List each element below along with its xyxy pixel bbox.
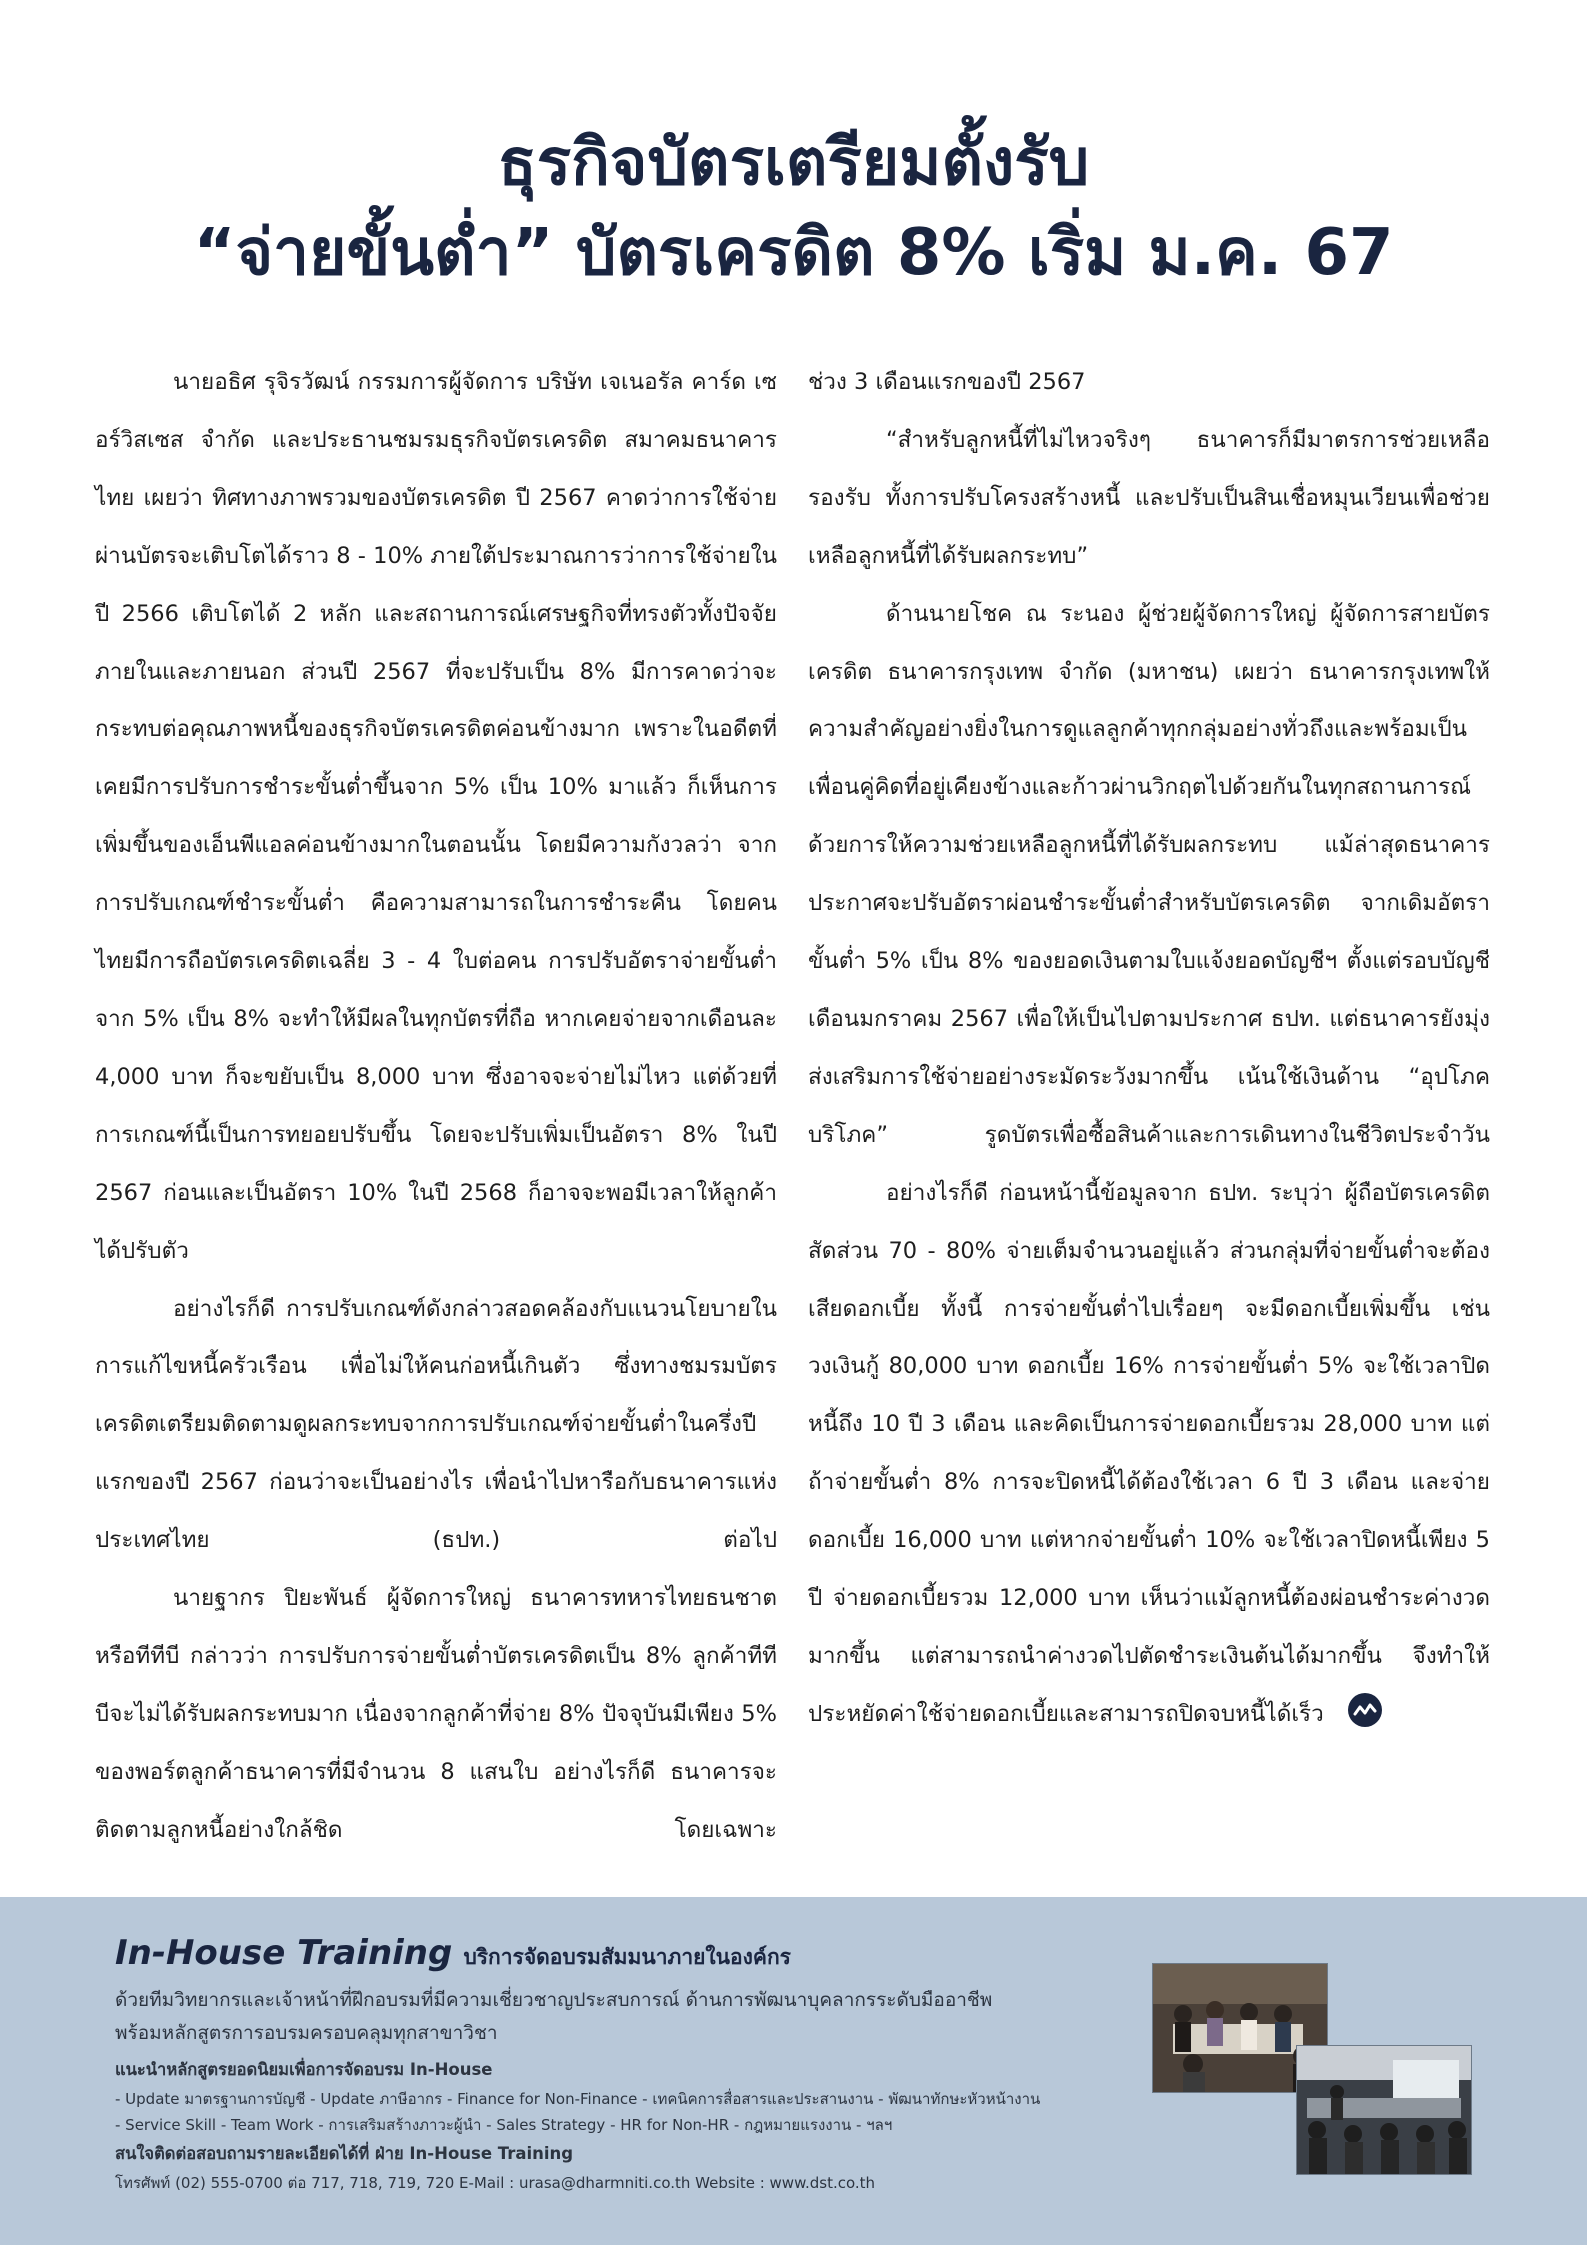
article-column-right [808, 354, 1490, 1744]
contact-info: โทรศัพท์ (02) 555-0700 ต่อ 717, 718, 719, 720 E-Mail : urasa@dharmniti.co.th Website : www.dst.co.th [115, 2174, 876, 2192]
courses-list-2: - Service Skill - Team Work - การเสริมสร้างภาวะผู้นำ - Sales Strategy - HR for Non-HR - กฎหมายแรงงาน - ฯลฯ [115, 2116, 893, 2134]
article-paragraph-final [808, 1165, 1490, 1744]
article-paragraph: ด้านนายโชค ณ ระนอง ผู้ช่วยผู้จัดการใหญ่ ผู้จัดการสายบัตรเครดิต ธนาคารกรุงเทพ จำกัด (มหาชน) เผยว่า ธนาคารกรุงเทพให้ความสำคัญอย่างยิ่งในการดูแลลูกค้าทุกกลุ่มอย่างทั่วถึงและพร้อมเป็นเพื่อนคู่คิดที่อยู่เคียงข้างและก้าวผ่านวิกฤตไปด้วยกันในทุกสถานการณ์ ด้วยการให้ความช่วยเหลือลูกหนี้ที่ได้รับผลกระทบ แม้ล่าสุดธนาคารประกาศจะปรับอัตราผ่อนชำระขั้นต่ำสำหรับบัตรเครดิต จากเดิมอัตราขั้นต่ำ 5% เป็น 8% ของยอดเงินตามใบแจ้งยอดบัญชีฯ ตั้งแต่รอบบัญชีเดือนมกราคม 2567 เพื่อให้เป็นไปตามประกาศ ธปท. แต่ธนาคารยังมุ่งส่งเสริมการใช้จ่ายอย่างระมัดระวังมากขึ้น เน้นใช้เงินด้าน “อุปโภคบริโภค” รูดบัตรเพื่อซื้อสินค้าและการเดินทางในชีวิตประจำวัน [808, 600, 1490, 1148]
banner-brand: In-House Training [115, 1933, 453, 1973]
headline-line-1: ธุรกิจบัตรเตรียมตั้งรับ [497, 126, 1090, 200]
end-mark-icon [1348, 1693, 1382, 1727]
article-column-left [95, 354, 777, 1860]
banner-description-2: พร้อมหลักสูตรการอบรมครอบคลุมทุกสาขาวิชา [115, 2022, 498, 2044]
banner-title [115, 1933, 791, 1974]
article-paragraph: อย่างไรก็ดี การปรับเกณฑ์ดังกล่าวสอดคล้องกับแนวนโยบายในการแก้ไขหนี้ครัวเรือน เพื่อไม่ให้คนก่อหนี้เกินตัว ซึ่งทางชมรมบัตรเครดิตเตรียมติดตามดูผลกระทบจากการปรับเกณฑ์จ่ายขั้นต่ำในครึ่งปีแรกของปี 2567 ก่อนว่าจะเป็นอย่างไร เพื่อนำไปหารือกับธนาคารแห่งประเทศไทย (ธปท.) ต่อไป [95, 1295, 777, 1554]
article-paragraph: “สำหรับลูกหนี้ที่ไม่ไหวจริงๆ ธนาคารก็มีมาตรการช่วยเหลือรองรับ ทั้งการปรับโครงสร้างหนี้ และปรับเป็นสินเชื่อหมุนเวียนเพื่อช่วยเหลือลูกหนี้ที่ได้รับผลกระทบ” [808, 426, 1490, 569]
courses-list-1: - Update มาตรฐานการบัญชี - Update ภาษีอากร - Finance for Non-Finance - เทคนิคการสื่อสารและประสานงาน - พัฒนาทักษะหัวหน้างาน [115, 2090, 1041, 2108]
banner-subtitle: บริการจัดอบรมสัมมนาภายในองค์กร [463, 1945, 791, 1969]
article-paragraph-text: อย่างไรก็ดี ก่อนหน้านี้ข้อมูลจาก ธปท. ระบุว่า ผู้ถือบัตรเครดิตสัดส่วน 70 - 80% จ่ายเต็มจำนวนอยู่แล้ว ส่วนกลุ่มที่จ่ายขั้นต่ำจะต้องเสียดอกเบี้ย ทั้งนี้ การจ่ายขั้นต่ำไปเรื่อยๆ จะมีดอกเบี้ยเพิ่มขึ้น เช่น วงเงินกู้ 80,000 บาท ดอกเบี้ย 16% การจ่ายขั้นต่ำ 5% จะใช้เวลาปิดหนี้ถึง 10 ปี 3 เดือน และคิดเป็นการจ่ายดอกเบี้ยรวม 28,000 บาท แต่ถ้าจ่ายขั้นต่ำ 8% การจะปิดหนี้ได้ต้องใช้เวลา 6 ปี 3 เดือน และจ่ายดอกเบี้ย 16,000 บาท แต่หากจ่ายขั้นต่ำ 10% จะใช้เวลาปิดหนี้เพียง 5 ปี จ่ายดอกเบี้ยรวม 12,000 บาท เห็นว่าแม้ลูกหนี้ต้องผ่อนชำระค่างวดมากขึ้น แต่สามารถนำค่างวดไปตัดชำระเงินต้นได้มากขึ้น จึงทำให้ประหยัดค่าใช้จ่ายดอกเบี้ยและสามารถปิดจบหนี้ได้เร็ว [808, 1179, 1490, 1727]
in-house-training-banner [0, 1897, 1587, 2245]
contact-heading: สนใจติดต่อสอบถามรายละเอียดได้ที่ ฝ่าย In-House Training [115, 2144, 574, 2163]
article-paragraph: นายฐากร ปิยะพันธ์ ผู้จัดการใหญ่ ธนาคารทหารไทยธนชาต หรือทีทีบี กล่าวว่า การปรับการจ่ายขั้นต่ำบัตรเครดิตเป็น 8% ลูกค้าทีทีบีจะไม่ได้รับผลกระทบมาก เนื่องจากลูกค้าที่จ่าย 8% ปัจจุบันมีเพียง 5% ของพอร์ตลูกค้าธนาคารที่มีจำนวน 8 แสนใบ อย่างไรก็ดี ธนาคารจะติดตามลูกหนี้อย่างใกล้ชิด โดยเฉพาะ [95, 1585, 777, 1843]
headline-line-2: “จ่ายขั้นต่ำ” บัตรเครดิต 8% เริ่ม ม.ค. 67 [193, 216, 1394, 290]
courses-heading: แนะนำหลักสูตรยอดนิยมเพื่อการจัดอบรม In-House [115, 2060, 493, 2079]
banner-description-1: ด้วยทีมวิทยากรและเจ้าหน้าที่ฝึกอบรมที่มีความเชี่ยวชาญประสบการณ์ ด้านการพัฒนาบุคลากรระดับมืออาชีพ [115, 1989, 993, 2011]
headline [0, 118, 1587, 298]
article-paragraph: ช่วง 3 เดือนแรกของปี 2567 [808, 369, 1086, 395]
article-paragraph: นายอธิศ รุจิรวัฒน์ กรรมการผู้จัดการ บริษัท เจเนอรัล คาร์ด เซอร์วิสเซส จำกัด และประธานชมรมธุรกิจบัตรเครดิต สมาคมธนาคารไทย เผยว่า ทิศทางภาพรวมของบัตรเครดิต ปี 2567 คาดว่าการใช้จ่ายผ่านบัตรจะเติบโตได้ราว 8 - 10% ภายใต้ประมาณการว่าการใช้จ่ายในปี 2566 เติบโตได้ 2 หลัก และสถานการณ์เศรษฐกิจที่ทรงตัวทั้งปัจจัยภายในและภายนอก ส่วนปี 2567 ที่จะปรับเป็น 8% มีการคาดว่าจะกระทบต่อคุณภาพหนี้ของธุรกิจบัตรเครดิตค่อนข้างมาก เพราะในอดีตที่เคยมีการปรับการชำระขั้นต่ำขึ้นจาก 5% เป็น 10% มาแล้ว ก็เห็นการเพิ่มขึ้นของเอ็นพีแอลค่อนข้างมากในตอนนั้น โดยมีความกังวลว่า จากการปรับเกณฑ์ชำระขั้นต่ำ คือความสามารถในการชำระคืน โดยคนไทยมีการถือบัตรเครดิตเฉลี่ย 3 - 4 ใบต่อคน การปรับอัตราจ่ายขั้นต่ำจาก 5% เป็น 8% จะทำให้มีผลในทุกบัตรที่ถือ หากเคยจ่ายจากเดือนละ 4,000 บาท ก็จะขยับเป็น 8,000 บาท ซึ่งอาจจะจ่ายไม่ไหว แต่ด้วยที่การเกณฑ์นี้เป็นการทยอยปรับขึ้น โดยจะปรับเพิ่มเป็นอัตรา 8% ในปี 2567 ก่อนและเป็นอัตรา 10% ในปี 2568 ก็อาจจะพอมีเวลาให้ลูกค้าได้ปรับตัว [95, 369, 777, 1264]
training-photo-2 [1296, 2045, 1472, 2175]
